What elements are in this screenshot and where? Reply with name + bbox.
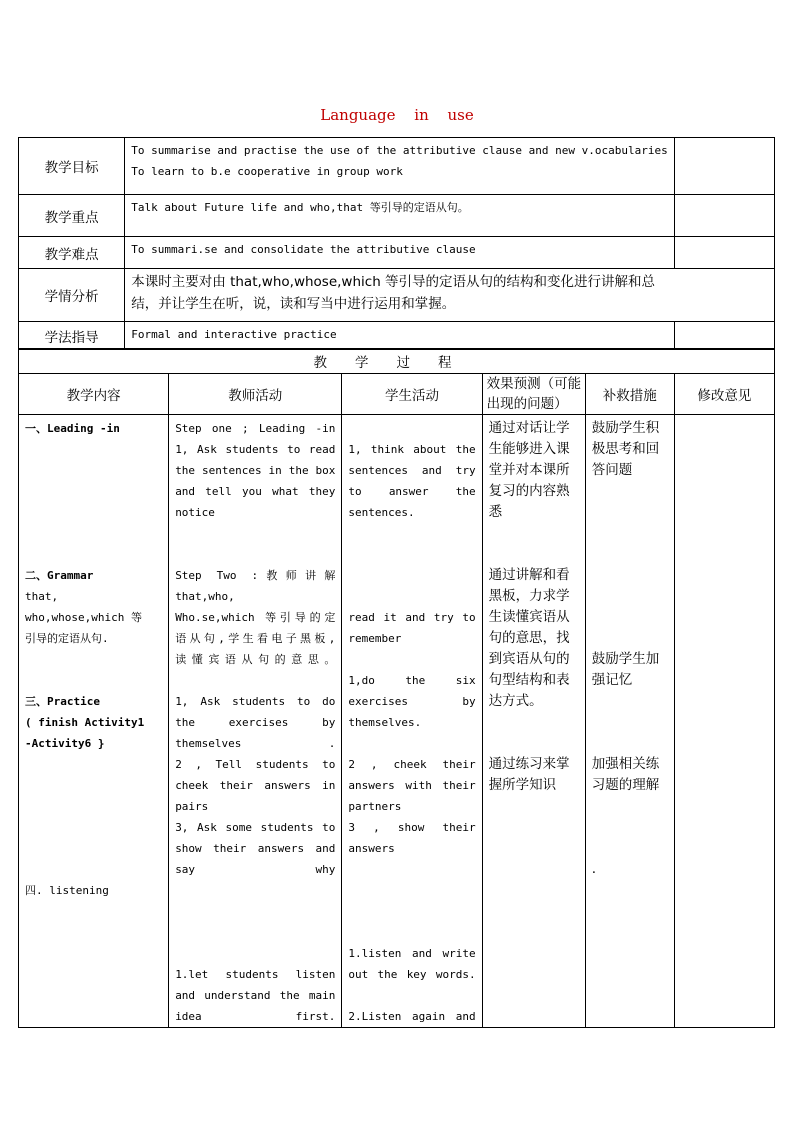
cell-line [489, 733, 579, 754]
process-heading: 教学过程 [19, 349, 775, 374]
cell-line [175, 922, 335, 943]
cell-line: 读懂宾语从句的意思。 [175, 653, 336, 666]
cell-line [25, 775, 162, 796]
cell-line [348, 901, 475, 922]
cell-line [592, 523, 668, 544]
cell-line: 1.let students listen [175, 968, 336, 981]
header-revision: 修改意见 [674, 374, 774, 415]
cell-line [592, 481, 668, 502]
cell-line: 1,do the six [348, 674, 476, 687]
cell-line: 到宾语从句的 [488, 651, 570, 667]
cell-line: 达方式。 [488, 693, 543, 709]
cell-line: 极思考和回 [591, 441, 660, 457]
cell-line [175, 901, 335, 922]
cell-line: to answer the [348, 485, 476, 498]
student-column [342, 415, 482, 1028]
cell-line [25, 481, 162, 502]
row-content [125, 322, 674, 350]
cell-line [592, 817, 668, 838]
cell-line: 句的意思，找 [488, 630, 570, 646]
cell-line [592, 607, 668, 628]
row-label: 学法指导 [19, 322, 125, 350]
cell-line: 1, Ask students to read [175, 443, 336, 456]
cell-line: 2.Listen again and [348, 1010, 476, 1023]
content-line: To summarise and practise the use of the attributive clause and new v.ocabularies [131, 144, 668, 157]
cell-line: exercises by [348, 695, 476, 708]
row-label: 教学重点 [19, 195, 125, 237]
cell-line: 通过练习来掌 [488, 756, 570, 772]
cell-line: the exercises by [175, 716, 336, 729]
cell-line [592, 628, 668, 649]
cell-line: sentences and try [348, 464, 476, 477]
process-header-row [19, 374, 775, 415]
cell-line [25, 502, 162, 523]
info-row-objectives [19, 138, 775, 195]
remedy-column [585, 415, 674, 1028]
cell-line [348, 985, 475, 1006]
cell-line [592, 502, 668, 523]
cell-line: 通过讲解和看 [488, 567, 570, 583]
cell-line: remember [348, 632, 402, 645]
info-row-student-analysis [19, 269, 775, 322]
cell-line: 堂并对本课所 [488, 462, 570, 478]
cell-line [348, 733, 475, 754]
notes-cell [674, 138, 774, 195]
cell-line [348, 859, 475, 880]
cell-line: read it and try to [348, 611, 476, 624]
row-label: 学情分析 [19, 269, 125, 322]
notes-cell [674, 195, 774, 237]
cell-line: 黑板，力求学 [488, 588, 570, 604]
cell-line: 一、Leading -in [25, 422, 120, 435]
cell-line: that,who, [175, 590, 235, 603]
cell-line [25, 859, 162, 880]
cell-line: 鼓励学生积 [591, 420, 660, 436]
cell-line: 通过对话让学 [488, 420, 570, 436]
cell-line: partners [348, 800, 402, 813]
header-effect: 效果预测（可能出现的问题） [482, 374, 585, 415]
notes-cell [674, 322, 774, 350]
cell-line [592, 733, 668, 754]
cell-line: themselves. [348, 716, 422, 729]
cell-line: themselves . [175, 737, 336, 750]
cell-line: idea first. [175, 1010, 336, 1023]
row-content [125, 269, 775, 322]
teacher-column [169, 415, 342, 1028]
cell-line [592, 544, 668, 565]
cell-line [25, 523, 162, 544]
cell-line: notice [175, 506, 215, 519]
cell-line: pairs [175, 800, 209, 813]
cell-line [25, 838, 162, 859]
header-content: 教学内容 [19, 374, 169, 415]
cell-line: answers with their [348, 779, 476, 792]
cell-line: 语从句,学生看电子黑板, [175, 632, 336, 645]
cell-line: 二、Grammar [25, 569, 94, 582]
cell-line: sentences. [348, 506, 415, 519]
cell-line: 3, Ask some students to [175, 821, 336, 834]
cell-line: cheek their answers in [175, 779, 336, 792]
cell-line [348, 922, 475, 943]
cell-line: 握所学知识 [488, 777, 557, 793]
cell-line: 强记忆 [591, 672, 633, 688]
header-remedy: 补救措施 [585, 374, 674, 415]
content-line: Formal and interactive practice [131, 328, 337, 341]
cell-line [592, 712, 668, 733]
cell-line [348, 565, 475, 586]
cell-line: Step Two :教师讲解 [175, 569, 336, 582]
cell-line [348, 544, 475, 565]
cell-line [348, 649, 475, 670]
cell-line: answers [348, 842, 395, 855]
effect-column [482, 415, 585, 1028]
cell-line [25, 670, 162, 691]
cell-line: Step one ; Leading -in [175, 422, 336, 435]
header-student: 学生活动 [342, 374, 482, 415]
cell-line: 习题的理解 [591, 777, 660, 793]
lesson-info-table [18, 137, 775, 350]
cell-line: say why [175, 863, 336, 876]
content-line: 结，并让学生在听，说，读和写当中进行运用和掌握。 [131, 296, 456, 312]
cell-line: ( finish Activity1 [25, 716, 145, 729]
content-line: To summari.se and consolidate the attributive clause [131, 243, 476, 256]
cell-line: 加强相关练 [591, 756, 660, 772]
cell-line [25, 439, 162, 460]
cell-line [175, 544, 335, 565]
cell-line: 3 , show their [348, 821, 476, 834]
cell-line: -Activity6 } [25, 737, 105, 750]
row-content [125, 195, 674, 237]
cell-line: 句型结构和表 [488, 672, 570, 688]
content-line: 本课时主要对由 that,who,whose,which 等引导的定语从句的结构和变化进行讲解和总 [131, 274, 656, 290]
cell-line: 2 , cheek their [348, 758, 476, 771]
document-title: Language in use [320, 106, 474, 124]
cell-line: 鼓励学生加 [591, 651, 660, 667]
cell-line [592, 565, 668, 586]
cell-line [592, 691, 668, 712]
cell-line: 四. listening [25, 884, 109, 897]
cell-line: 2 , Tell students to [175, 758, 336, 771]
cell-line [348, 418, 475, 439]
cell-line [489, 544, 579, 565]
info-row-difficulties [19, 237, 775, 269]
row-content [125, 138, 674, 195]
cell-line [348, 523, 475, 544]
cell-line [592, 838, 668, 859]
cell-line: and understand the main [175, 989, 336, 1002]
info-row-key-points [19, 195, 775, 237]
cell-line: out the key words. [348, 968, 476, 981]
cell-line: . [591, 861, 596, 877]
revision-column [674, 415, 774, 1028]
cell-line [25, 817, 162, 838]
cell-line [592, 586, 668, 607]
cell-line: the sentences in the box [175, 464, 336, 477]
content-line: Talk about Future life and who,that 等引导的定语从句。 [131, 201, 469, 214]
teaching-process-table [18, 348, 775, 1028]
notes-cell [674, 237, 774, 269]
row-content [125, 237, 674, 269]
cell-line [25, 754, 162, 775]
cell-line: Who.se,which 等引导的定 [175, 611, 336, 624]
cell-line [489, 712, 579, 733]
cell-line [175, 943, 335, 964]
cell-line [25, 796, 162, 817]
cell-line [175, 880, 335, 901]
cell-line: that, [25, 590, 59, 603]
cell-line: 引导的定语从句. [25, 632, 109, 645]
cell-line: 答问题 [591, 462, 633, 478]
cell-line [348, 586, 475, 607]
row-label: 教学目标 [19, 138, 125, 195]
cell-line [175, 670, 335, 691]
cell-line: 1.listen and write [348, 947, 476, 960]
info-row-learning-method [19, 322, 775, 350]
cell-line [25, 544, 162, 565]
cell-line [175, 523, 335, 544]
content-column [19, 415, 169, 1028]
cell-line [592, 796, 668, 817]
cell-line: 1, Ask students to do [175, 695, 336, 708]
cell-line: 生读懂宾语从 [488, 609, 570, 625]
cell-line [489, 523, 579, 544]
row-label: 教学难点 [19, 237, 125, 269]
header-teacher: 教师活动 [169, 374, 342, 415]
cell-line: who,whose,which 等 [25, 611, 142, 624]
cell-line: 生能够进入课 [488, 441, 570, 457]
cell-line: 悉 [488, 504, 503, 520]
content-line: To learn to b.e cooperative in group work [131, 165, 403, 178]
cell-line: 复习的内容熟 [488, 483, 570, 499]
cell-line [25, 649, 162, 670]
cell-line [25, 460, 162, 481]
cell-line: 1, think about the [348, 443, 476, 456]
cell-line: and tell you what they [175, 485, 336, 498]
cell-line [348, 880, 475, 901]
process-body-row [19, 415, 775, 1028]
cell-line: 三、Practice [25, 695, 100, 708]
cell-line: show their answers and [175, 842, 336, 855]
